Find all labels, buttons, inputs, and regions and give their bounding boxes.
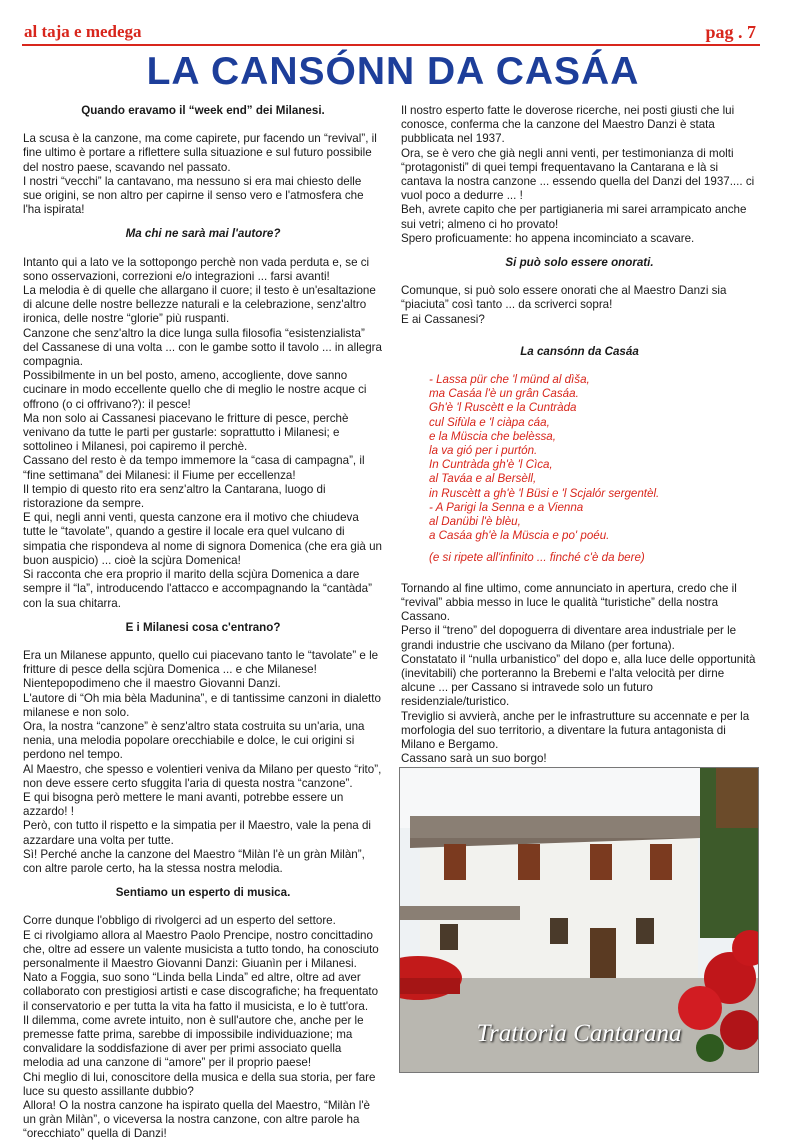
poem-line: al Danübi l'è blèu, — [429, 515, 521, 529]
poem — [429, 373, 758, 566]
poem-line: cul Sifùla e 'l ciàpa cáa, — [429, 415, 550, 429]
poem-line: in Ruscètt a gh'è 'l Büsi e 'l Scjalór sergentèl. — [429, 486, 660, 500]
magazine-name: al taja e medega — [24, 22, 142, 41]
paragraph: Tornando al fine ultimo, come annunciato in apertura, credo che il “revival” abbia messo in luce le qualità “turistiche” della nostra Cassano. Perso il “treno” del dopoguerra di diventare area industriale per le grandi industrie che uscivano da Milano (per fortuna). Constatato il “nulla urbanistico” del dopo e, alla luce delle opportunità (inevitabili) che porteranno la Brebemi e l'alta velocità per dirne alcune ... per Cassano si intravede solo un futuro residenziale/turistico. Treviglio si avvierà, anche per le infrastrutture su accennate e per la morfologia del suo territorio, a diventare la futura antagonista di Milano e Bergamo. Cassano sarà un suo borgo! — [401, 581, 756, 766]
poem-line: - Lassa pür che 'l münd al dìša, — [429, 373, 590, 387]
paragraph: Intanto qui a lato ve la sottopongo perchè non vada perduta e, se ci sono osservazioni, correzioni e/o integrazioni ... farsi avanti! La melodia è di quelle che allargano il cuore; il testo è un'esaltazione di alcune delle nostre bellezze naturali e la celebrazione, senz'altro ironica, delle nostre “glorie” più ruspanti. Canzone che senz'altro la dice lunga sulla filosofia “esistenzialista” del Cassanese di una volta ... con le gambe sotto il tavolo ... in allegra compagnia. Possibilmente in un bel posto, ameno, accogliente, dove sanno cucinare in modo eccellente quello che di meglio le nostre acque ci offrono (o ci offrivano?): il pesce! Ma non solo ai Cassanesi piacevano le fritture di pesce, perchè venivano da tutte le parti per gustarle: soprattutto i Milanesi; e sottolineo i Milanesi, poi capiremo il perchè. Cassano del resto è da tempo immemore la “casa di campagna”, il “fine settimana” dei Milanesi: il Fiume per eccellenza! Il tempio di questo rito era senz'altro la Cantarana, luogo di ristorazione da sempre. E qui, negli anni venti, questa canzone era il motivo che chiudeva tutte le “tavolate”, quando a gestire il locale era quel vulcano di simpatia che rispondeva al nome di signora Domenica (che era già un buon auspicio) ... cioè la scjùra Domenica! Si racconta che era proprio il marito della scjùra Domenica a dare sempre il “la”, introducendo l'attacco e accompagnando la “cantàda” con la sua chitarra. — [23, 255, 382, 610]
paragraph: Comunque, si può solo essere onorati che al Maestro Danzi sia “piaciuta” così tanto ... da scriverci sopra! E ai Cassanesi? — [401, 284, 727, 326]
section-heading: E i Milanesi cosa c'entrano? — [125, 620, 281, 634]
right-column — [401, 104, 758, 829]
paragraph: La scusa è la canzone, ma come capirete, pur facendo un “revival”, il fine ultimo è portare a riflettere sulla situazione e sul futuro possibile del nostro paese, scavando nel passato. I nostri “vecchi” la cantavano, ma nessuno si era mai chiesto delle sue origini, se non altro per capirne il senso vero e l'atmosfera che l'ha ispirata! — [23, 132, 377, 217]
section-heading: Ma chi ne sarà mai l'autore? — [125, 227, 281, 241]
poem-line: ma Casáa l'è un grân Casáa. — [429, 387, 579, 401]
paragraph: Corre dunque l'obbligo di rivolgerci ad un esperto del settore. E ci rivolgiamo allora al Maestro Paolo Prencipe, nostro concittadino che, oltre ad essere un valente musicista a tutto tondo, ha conosciuto personalmente il Maestro Giovanni Danzi: Giuanìn per i Milanesi. Nato a Foggia, suo sono “Linda bella Linda” ed altre, oltre ad aver collaborato con prestigiosi artisti e case discografiche; ha frequentato il conservatorio e per tutta la vita ha fatto il musicista, e lo è tutt'ora. Il dilemma, come avrete intuito, non è sull'autore che, anche per le premesse fatte prima, sarebbe di impossibile individuazione; ma convalidare la soddisfazione di aver per primi associato quella melodia ad una canzone di “amore” per il proprio paese! Chi meglio di lui, conoscitore della musica e della sua storia, per fare luce su questo assillante dubbio? Allora! O la nostra canzone ha ispirato quella del Maestro, “Milàn l'è un gràn Milàn”, o viceversa la nostra canzone, con altre parole ha “orecchiato” quella di Danzi! — [23, 914, 379, 1141]
article-title: LA CANSÓNN DA CASÁA — [146, 50, 640, 93]
poem-line: al Taváa e al Bersèll, — [429, 472, 537, 486]
paragraph: Era un Milanese appunto, quello cui piacevano tanto le “tavolate” e le fritture di pesce della scjùra Domenica ... e che Milanese! Nientepopodimeno che il maestro Giovanni Danzi. L'autore di “Oh mia bèla Madunina”, e di tantissime canzoni in dialetto milanese e non solo. Ora, la nostra “canzone” è senz'altro stata costruita su un'aria, una nenia, una melodia popolare orecchiabile e dolce, le cui origini si perdono nel tempo. Al Maestro, che spesso e volentieri veniva da Milano per questo “rito”, non deve essere certo sfuggita l'aria di questa nostra “canzone”. E qui bisogna però mettere le mani avanti, potrebbe essere un azzardo! ! Però, con tutto il rispetto e la simpatia per il Maestro, vale la pena di azzardare una volta per tutte. Sì! Perché anche la canzone del Maestro “Milàn l'è un gràn Milàn”, con altre parole certo, ha la stessa nostra melodia. — [23, 648, 382, 875]
paragraph: Il nostro esperto fatte le doverose ricerche, nei posti giusti che lui conosce, conferma che la canzone del Maestro Danzi è stata pubblicata nel 1937. Ora, se è vero che già negli anni venti, per testimonianza di molti “protagonisti” di quei tempi frequentavano la Cantarana e là si cantava la nostra canzone ... essendo quella del Danzi del 1937.... ci vuol poco a dedurre ... ! Beh, avrete capito che per partigianeria mi sarei arrampicato anche sui vetri; almeno ci ho provato! Spero proficuamente: ho appena incominciato a scavare. — [401, 104, 755, 245]
page-number: pag . 7 — [705, 22, 756, 42]
photo-caption: Trattoria Cantarana — [476, 1020, 682, 1047]
poem-line: - A Parigi la Senna e a Vienna — [429, 500, 584, 514]
section-heading: Sentiamo un esperto di musica. — [115, 886, 291, 900]
poem-title: La cansónn da Casáa — [520, 344, 639, 358]
section-heading: Si può solo essere onorati. — [505, 256, 654, 270]
trattoria-photo — [399, 767, 759, 1073]
poem-note: (e si ripete all'infinito ... finché c'è da bere) — [429, 551, 645, 565]
poem-line: In Cuntràda gh'è 'l Cìca, — [429, 458, 553, 472]
section-heading: Quando eravamo il “week end” dei Milanesi. — [81, 104, 325, 117]
poem-line: e la Müscia che belèssa, — [429, 429, 556, 443]
poem-line: Gh'è 'l Ruscètt e la Cuntràda — [429, 401, 577, 415]
poem-line: la va gió per i purtón. — [429, 444, 538, 458]
poem-line: a Casáa gh'è la Müscia e po' poéu. — [429, 529, 610, 543]
left-column — [23, 104, 383, 1142]
header-rule — [22, 44, 760, 46]
